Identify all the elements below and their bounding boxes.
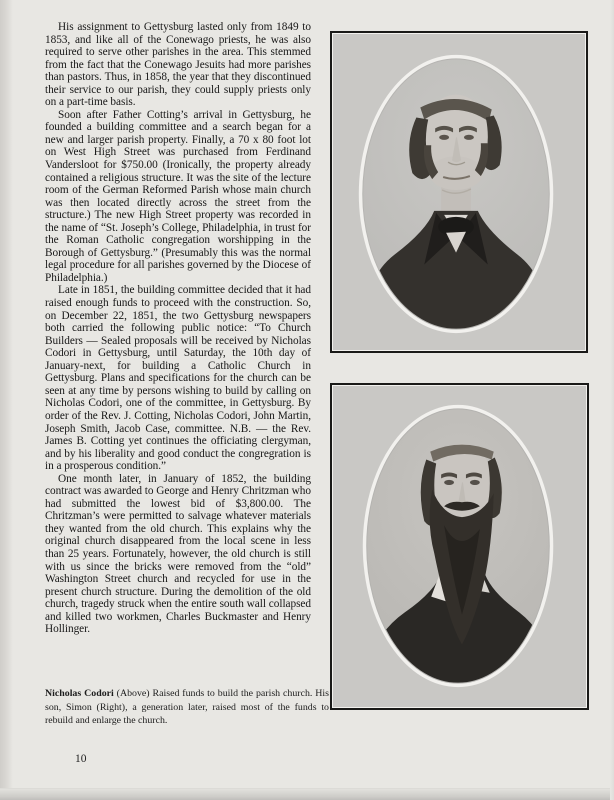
paragraph: One month later, in January of 1852, the building contract was awarded to George and Henry Chritzman who had submitted the lowest bid of $3,800.00. The Chritzman’s were permitted to salvage whatever materials they wanted from the old church. This explains why the original church disappeared from the local scene in less than 25 years. Fortunately, however, the old church is still with us since the bricks were removed from the “old” Washington Street church and recycled for use in the present church structure. During the demolition of the old church, tragedy struck when the entire south wall collapsed and killed two workmen, Charles Buckmaster and Henry Hollinger. [45, 472, 311, 636]
body-text-column [45, 21, 311, 636]
page-number: 10 [75, 753, 87, 765]
page-right-edge [610, 0, 614, 800]
caption-subject-name: Nicholas Codori [45, 688, 114, 699]
paragraph: His assignment to Gettysburg lasted only from 1849 to 1853, and like all of the Conewago priests, he was also required to serve other parishes in the area. This stemmed from the fact that the Conewago Jesuits had more parishes than pastors. Thus, in 1858, the year that they discontinued their service to our parish, they could supply priests only on a part-time basis. [45, 21, 311, 109]
portrait-photo-simon-codori [333, 386, 586, 707]
photo-frame-nicholas-codori [330, 31, 588, 353]
caption-text: (Above) Raised funds to build the parish church. His son, Simon (Right), a generation later, raised most of the funds to rebuild and enlarge the church. [45, 688, 329, 727]
page-bottom-edge [0, 788, 614, 800]
photo-caption [45, 687, 329, 728]
paragraph: Late in 1851, the building committee decided that it had raised enough funds to proceed with the construction. So, on December 22, 1851, the two Gettysburg newspapers both carried the following public notice: “To Church Builders — Sealed proposals will be received by Nicholas Codori in Gettysburg, until Saturday, the 10th day of January-next, for building a Catholic Church in Gettysburg. Plans and specifications for the church can be seen at any time by persons wishing to build by calling on Nicholas Codori, one of the committee, in Gettysburg. By order of the Rev. J. Cotting, Nicholas Codori, John Martin, Joseph Smith, Jacob Case, committee. N.B. — the Rev. James B. Cotting yet continues the officiating clergyman, and by his liberality and good conduct the congregration is in a prosperous condition.” [45, 284, 311, 473]
page-gutter-shadow [0, 0, 13, 800]
paragraph: Soon after Father Cotting’s arrival in Gettysburg, he founded a building committee and a search began for a new and larger parish property. Finally, a 70 x 80 foot lot on West High Street was purchased from Ferdinand Vandersloot for $750.00 (Ironically, the property already contained a religious structure. It was the site of the lecture room of the German Reformed Parish whose main church was then located directly across the street from the structure.) The new High Street property was recorded in the name of “St. Joseph’s College, Philadelphia, in trust for the Roman Catholic congregation worshipping in the Borough of Gettysburg.” (Presumably this was the normal legal procedure for all parishes governed by the Diocese of Philadelphia.) [45, 108, 311, 284]
photo-frame-simon-codori [330, 383, 589, 710]
portrait-photo-nicholas-codori [333, 34, 585, 350]
